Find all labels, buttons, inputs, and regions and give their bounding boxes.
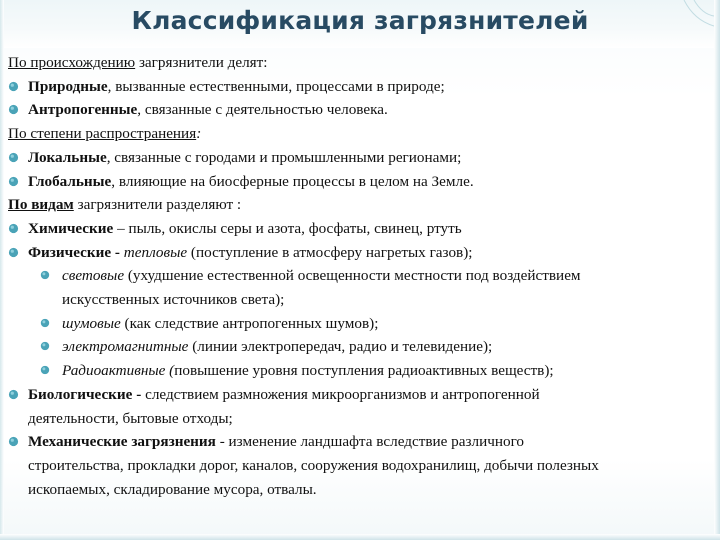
item-text: (поступление в атмосферу нагретых газов); — [187, 243, 473, 261]
slide-title: Классификация загрязнителей — [131, 6, 589, 35]
spread-heading-rest: : — [196, 125, 202, 143]
slide-left-edge — [0, 0, 4, 540]
item-term: Химические — [28, 219, 114, 237]
item-italic: шумовые — [62, 314, 121, 332]
teal-circle-bullet-icon — [8, 176, 19, 187]
sub-list-item-light — [8, 264, 708, 311]
item-term: Физические - — [28, 243, 124, 261]
item-text: , связанные с городами и промышленными регионами; — [106, 148, 462, 166]
item-text-continued: ископаемых, складирование мусора, отвалы. — [28, 480, 317, 498]
list-item-biological — [8, 383, 708, 430]
teal-circle-bullet-icon — [8, 104, 19, 115]
sub-list-item-noise — [8, 312, 708, 336]
teal-circle-bullet-icon — [8, 152, 19, 163]
origin-heading-rest: загрязнители делят: — [135, 54, 268, 71]
list-item — [8, 98, 708, 122]
types-heading-label: По видам — [8, 196, 74, 214]
item-term: Глобальные — [28, 172, 112, 190]
item-text: , связанные с деятельностью человека. — [137, 101, 388, 119]
teal-circle-bullet-icon — [8, 81, 19, 92]
slide-bottom-edge — [0, 534, 720, 540]
teal-circle-bullet-icon — [40, 341, 50, 351]
slide-right-edge — [714, 0, 720, 540]
item-term: Локальные — [28, 148, 107, 166]
item-text: следствием размножения микроорганизмов и антропогенной — [145, 385, 540, 403]
item-term: Природные — [28, 77, 108, 95]
origin-heading — [8, 51, 708, 75]
teal-circle-bullet-icon — [40, 365, 50, 375]
list-item — [8, 170, 708, 194]
list-item — [8, 75, 708, 99]
item-text-continued: искусственных источников света); — [62, 291, 285, 309]
teal-circle-bullet-icon — [8, 389, 19, 400]
item-text: - изменение ландшафта вследствие различного — [215, 433, 525, 451]
item-text: , вызванные естественными, процессами в природе; — [107, 77, 445, 95]
list-item-physical — [8, 241, 708, 265]
teal-circle-bullet-icon — [8, 436, 19, 447]
item-text: , влияющие на биосферные процессы в целом на Земле. — [111, 172, 474, 190]
list-item-chemical — [8, 217, 708, 241]
item-text: (как следствие антропогенных шумов); — [120, 314, 379, 332]
item-text-continued: строительства, прокладки дорог, каналов, сооружения водохранилищ, добычи полезных — [28, 456, 599, 474]
item-text: (ухудшение естественной освещенности местности под воздействием — [124, 267, 581, 285]
item-term: Антропогенные — [28, 101, 138, 119]
list-item — [8, 146, 708, 170]
item-term: Механические загрязнения — [28, 433, 216, 451]
item-italic: электромагнитные — [62, 338, 189, 356]
item-text: повышение уровня поступления радиоактивных веществ); — [174, 362, 554, 380]
types-heading-rest: загрязнители разделяют : — [73, 196, 242, 214]
teal-circle-bullet-icon — [8, 247, 19, 258]
teal-circle-bullet-icon — [40, 270, 50, 280]
types-heading — [8, 193, 708, 217]
list-item-mechanical — [8, 430, 708, 501]
sub-list-item-radioactive — [8, 359, 708, 383]
sub-list-item-electromagnetic — [8, 335, 708, 359]
item-italic: световые — [62, 267, 125, 285]
teal-circle-bullet-icon — [40, 318, 50, 328]
spread-heading-label: По степени распространения — [8, 125, 197, 143]
spread-heading — [8, 122, 708, 146]
origin-heading-label: По происхождению — [8, 54, 136, 71]
item-italic: тепловые — [123, 243, 188, 261]
teal-circle-bullet-icon — [8, 223, 19, 234]
item-term: Биологические - — [28, 385, 146, 403]
item-text: – пыль, окислы серы и азота, фосфаты, свинец, ртуть — [113, 219, 462, 237]
item-text-continued: деятельности, бытовые отходы; — [28, 409, 233, 427]
slide-body — [8, 51, 708, 501]
item-text: (линии электропередач, радио и телевидение); — [188, 338, 493, 356]
item-italic: Радиоактивные ( — [62, 362, 175, 380]
